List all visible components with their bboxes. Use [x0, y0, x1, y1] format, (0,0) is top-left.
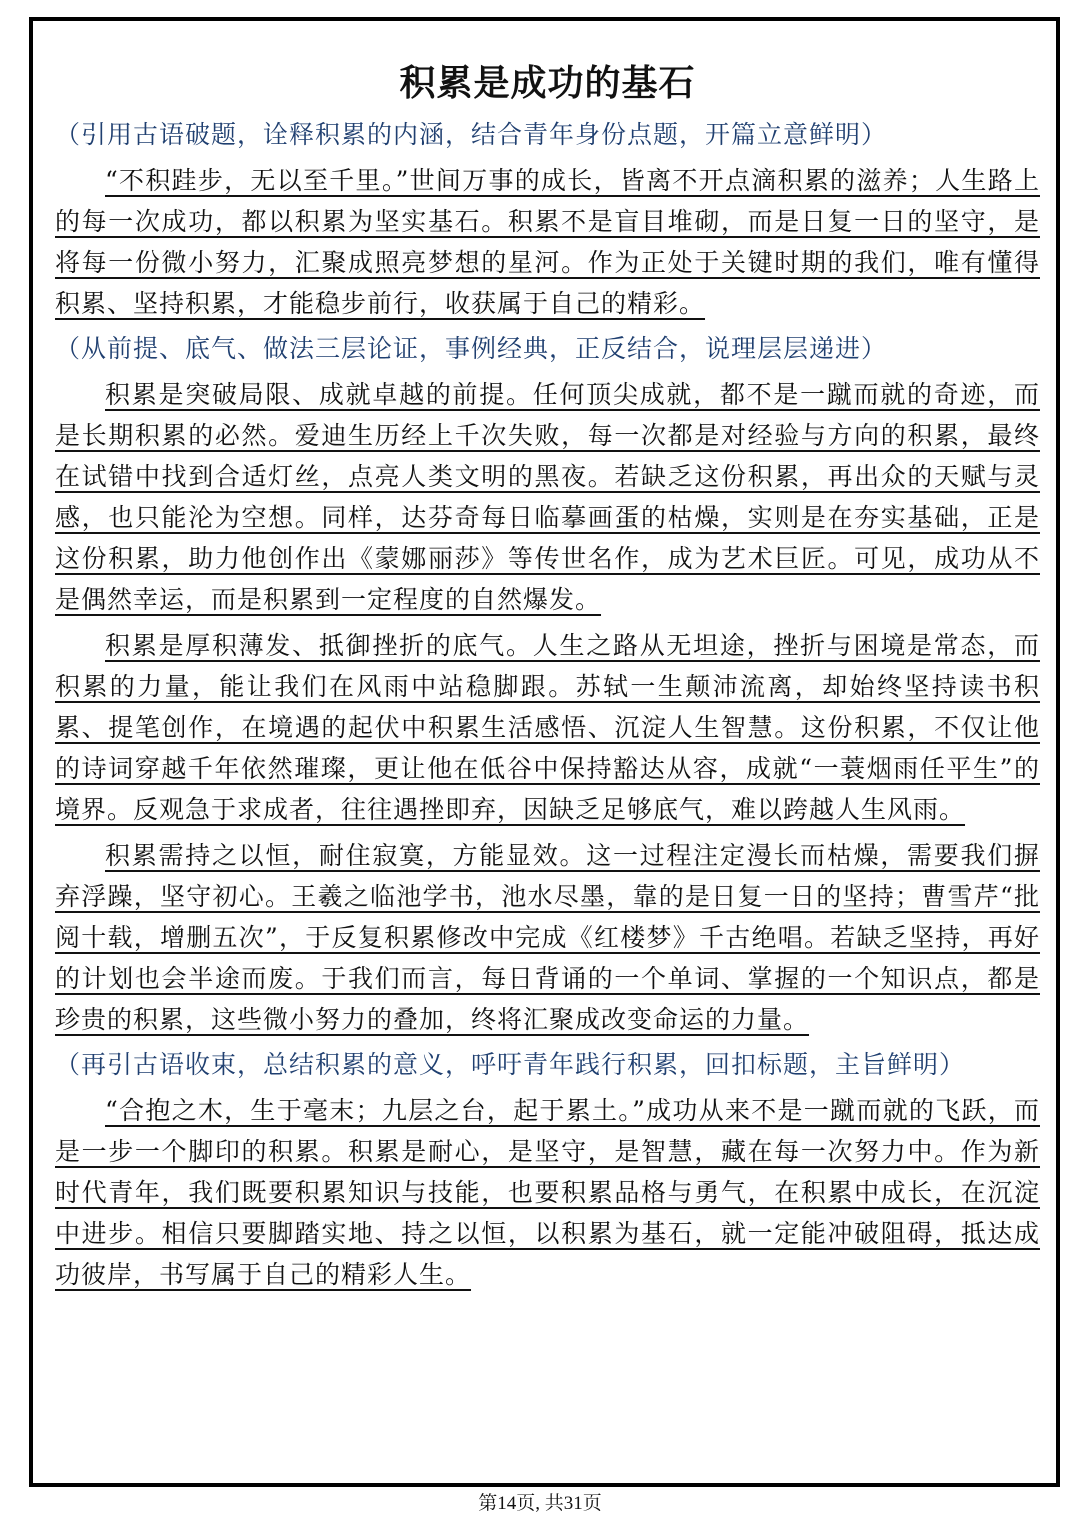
essay-body	[55, 57, 1040, 1300]
annotation-note-1: （引用古语破题，诠释积累的内涵，结合青年身份点题，开篇立意鲜明）	[55, 120, 888, 149]
essay-paragraph-4	[55, 835, 1040, 1040]
paragraph-text: 积累是厚积薄发、抵御挫折的底气。人生之路从无坦途，挫折与困境是常态，而积累的力量，能让我们在风雨中站稳脚跟。苏轼一生颠沛流离，却始终坚持读书积累、提笔创作，在境遇的起伏中积累生活感悟、沉淀人生智慧。这份积累，不仅让他的诗词穿越千年依然璀璨，更让他在低谷中保持豁达从容，成就“一蓑烟雨任平生”的境界。反观急于求成者，往往遇挫即弃，因缺乏足够底气，难以跨越人生风雨。	[55, 631, 1040, 824]
annotation-note-2: （从前提、底气、做法三层论证，事例经典，正反结合，说理层层递进）	[55, 334, 888, 363]
essay-paragraph-1	[55, 160, 1040, 324]
paragraph-text: “不积跬步，无以至千里。”世间万事的成长，皆离不开点滴积累的滋养；人生路上的每一次成功，都以积累为坚实基石。积累不是盲目堆砌，而是日复一日的坚守，是将每一份微小努力，汇聚成照亮梦想的星河。作为正处于关键时期的我们，唯有懂得积累、坚持积累，才能稳步前行，收获属于自己的精彩。	[55, 166, 1040, 318]
page-frame	[29, 17, 1060, 1487]
essay-title: 积累是成功的基石	[399, 62, 696, 104]
page-number: 第14页, 共31页	[478, 1493, 602, 1514]
paragraph-text: 积累是突破局限、成就卓越的前提。任何顶尖成就，都不是一蹴而就的奇迹，而是长期积累的必然。爱迪生历经上千次失败，每一次都是对经验与方向的积累，最终在试错中找到合适灯丝，点亮人类文明的黑夜。若缺乏这份积累，再出众的天赋与灵感，也只能沦为空想。同样，达芬奇每日临摹画蛋的枯燥，实则是在夯实基础，正是这份积累，助力他创作出《蒙娜丽莎》等传世名作，成为艺术巨匠。可见，成功从不是偶然幸运，而是积累到一定程度的自然爆发。	[55, 380, 1040, 614]
essay-paragraph-2	[55, 374, 1040, 620]
essay-paragraph-3	[55, 625, 1040, 830]
annotation-note-3: （再引古语收束，总结积累的意义，呼吁青年践行积累，回扣标题，主旨鲜明）	[55, 1050, 966, 1079]
essay-paragraph-5	[55, 1090, 1040, 1295]
paragraph-text: “合抱之木，生于毫末；九层之台，起于累土。”成功从来不是一蹴而就的飞跃，而是一步一个脚印的积累。积累是耐心，是坚守，是智慧，藏在每一次努力中。作为新时代青年，我们既要积累知识与技能，也要积累品格与勇气，在积累中成长，在沉淀中进步。相信只要脚踏实地、持之以恒，以积累为基石，就一定能冲破阻碍，抵达成功彼岸，书写属于自己的精彩人生。	[55, 1096, 1040, 1289]
paragraph-text: 积累需持之以恒，耐住寂寞，方能显效。这一过程注定漫长而枯燥，需要我们摒弃浮躁，坚守初心。王羲之临池学书，池水尽墨，靠的是日复一日的坚持；曹雪芹“批阅十载，增删五次”，于反复积累修改中完成《红楼梦》千古绝唱。若缺乏坚持，再好的计划也会半途而废。于我们而言，每日背诵的一个单词、掌握的一个知识点，都是珍贵的积累，这些微小努力的叠加，终将汇聚成改变命运的力量。	[55, 841, 1040, 1034]
